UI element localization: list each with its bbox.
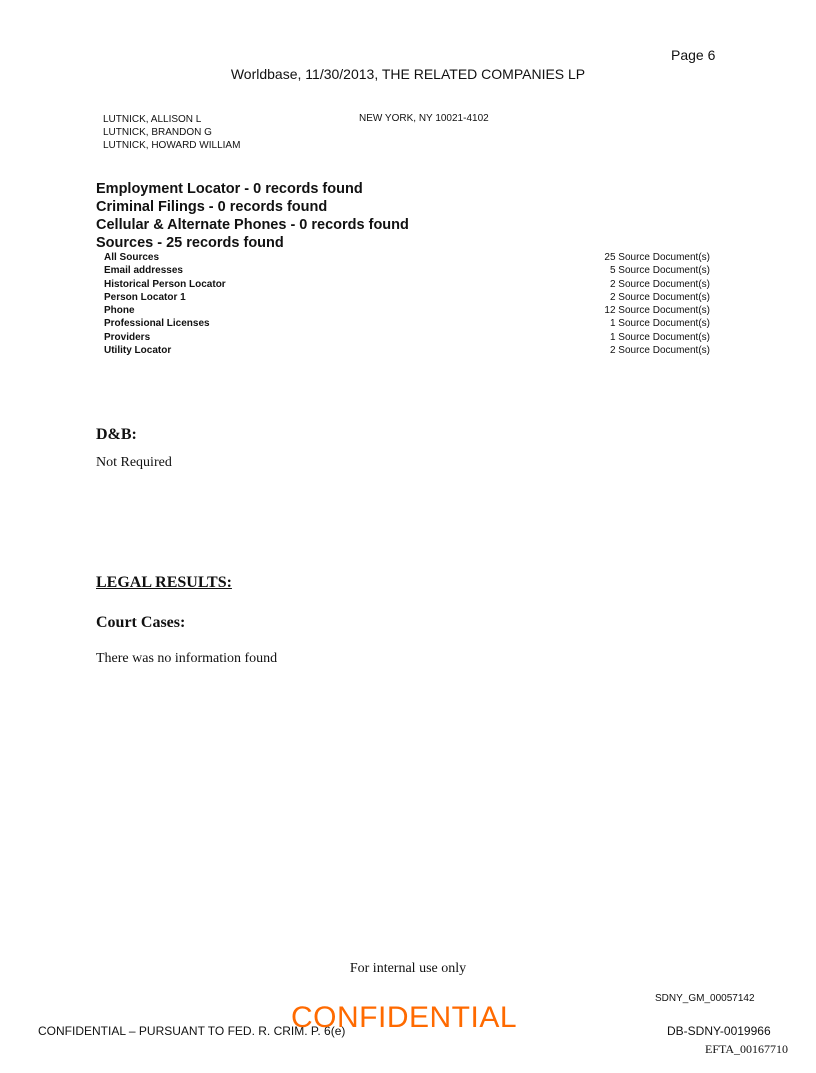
- source-name: Email addresses: [104, 265, 183, 277]
- source-count: 1 Source Document(s): [609, 331, 710, 343]
- dnb-text: Not Required: [96, 455, 172, 470]
- source-count: 2 Source Document(s): [609, 278, 710, 290]
- source-name: Professional Licenses: [104, 318, 210, 330]
- source-name: Person Locator 1: [104, 291, 186, 303]
- source-row: [104, 304, 710, 317]
- bates-number-sdny-gm: SDNY_GM_00057142: [655, 993, 755, 1004]
- source-count: 5 Source Document(s): [609, 265, 710, 277]
- internal-use-note: For internal use only: [349, 961, 467, 976]
- legal-results-heading: LEGAL RESULTS:: [96, 574, 232, 591]
- person-name: LUTNICK, BRANDON G: [103, 127, 212, 138]
- source-count: 25 Source Document(s): [604, 252, 710, 263]
- source-name: Utility Locator: [104, 345, 172, 357]
- person-name: LUTNICK, HOWARD WILLIAM: [103, 140, 241, 151]
- bates-number-db-sdny: DB-SDNY-0019966: [667, 1024, 771, 1038]
- criminal-filings-heading: Criminal Filings - 0 records found: [96, 199, 328, 215]
- person-names: [103, 113, 240, 152]
- source-count: 2 Source Document(s): [609, 345, 710, 357]
- source-row: [104, 331, 710, 344]
- record-headings: [96, 180, 409, 252]
- source-row: [104, 251, 710, 264]
- source-row: [104, 344, 710, 357]
- source-name: Providers: [104, 331, 151, 343]
- source-name: All Sources: [104, 252, 160, 263]
- bates-number-efta: EFTA_00167710: [705, 1042, 789, 1056]
- source-name: Phone: [104, 305, 135, 317]
- cellular-phones-heading: Cellular & Alternate Phones - 0 records found: [96, 217, 409, 233]
- source-name: Historical Person Locator: [104, 278, 226, 290]
- sources-list: [104, 251, 710, 357]
- report-title: Worldbase, 11/30/2013, THE RELATED COMPANIES LP: [230, 66, 586, 82]
- dnb-heading: D&B:: [96, 426, 137, 443]
- sources-heading: Sources - 25 records found: [96, 235, 284, 251]
- source-row: [104, 291, 710, 304]
- person-address: NEW YORK, NY 10021-4102: [359, 113, 489, 124]
- court-cases-text: There was no information found: [96, 651, 278, 666]
- court-cases-heading: Court Cases:: [96, 614, 186, 631]
- source-row: [104, 317, 710, 330]
- source-count: 1 Source Document(s): [609, 318, 710, 330]
- source-count: 12 Source Document(s): [604, 305, 710, 317]
- page-number: Page 6: [671, 47, 716, 63]
- confidential-stamp: CONFIDENTIAL: [291, 1001, 518, 1034]
- source-row: [104, 278, 710, 291]
- source-row: [104, 264, 710, 277]
- source-count: 2 Source Document(s): [609, 291, 710, 303]
- person-name: LUTNICK, ALLISON L: [103, 114, 202, 125]
- employment-locator-heading: Employment Locator - 0 records found: [96, 181, 363, 197]
- confidentiality-notice: CONFIDENTIAL – PURSUANT TO FED. R. CRIM. P. 6(e): [38, 1024, 346, 1038]
